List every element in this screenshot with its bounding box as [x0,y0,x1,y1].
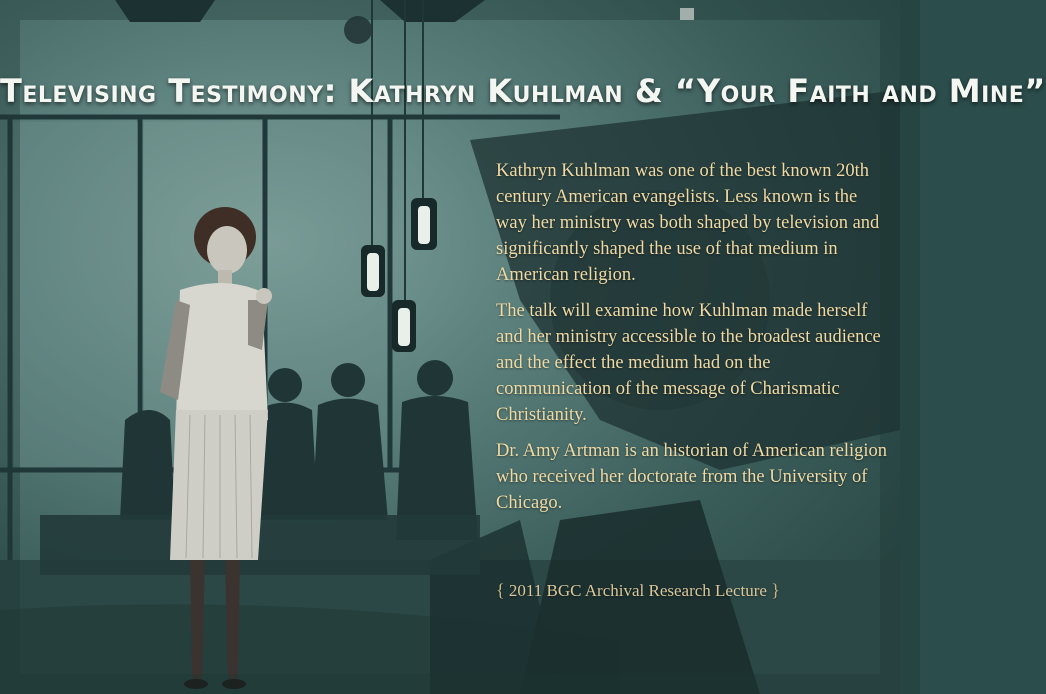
lecture-series-text: 2011 BGC Archival Research Lecture [508,581,767,600]
description-paragraph-2: The talk will examine how Kuhlman made herself and her ministry accessible to the broadest audience and the effect the medium had on the communication of the message of Charismatic Christianity. [496,301,881,425]
speaker-bio: Dr. Amy Artman is an historian of American religion who received her doctorate from the University of Chicago. [496,441,888,513]
poster-description [496,158,888,526]
description-paragraph-1: Kathryn Kuhlman was one of the best known 20th century American evangelists. Less known is the way her ministry was both shaped by television and significantly shaped the use of that medium in American religion. [496,161,880,285]
poster-title: Televising Testimony: Kathryn Kuhlman & “Your Faith and Mine” [0,72,1046,110]
lecture-series-label [496,580,888,601]
ornament-right-icon: } [771,580,780,600]
ornament-left-icon: { [496,580,505,600]
